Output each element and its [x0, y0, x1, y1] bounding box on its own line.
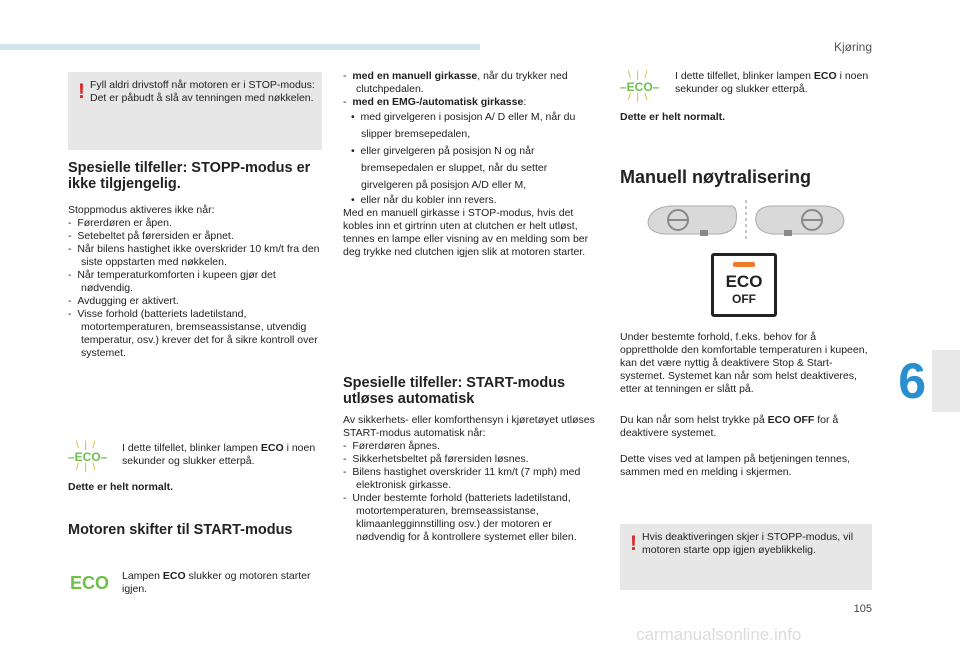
warning-icon: !	[78, 80, 85, 103]
eco-off-text: Lampen ECO slukker og motoren starter igjen.	[122, 570, 311, 595]
warning-text: Hvis deaktiveringen skjer i STOPP-modus, vil motoren starte opp igjen øyeblikkelig.	[642, 531, 854, 556]
stop-heading: Spesielle tilfeller: STOPP-modus er ikke tilgjengelig.	[68, 160, 311, 192]
start-intro: Av sikkerhets- eller komforthensyn i kjøretøyet utløses START-modus automatisk når:	[343, 414, 595, 439]
sub-item: • med girvelgeren i posisjon A/ D eller M, når du slipper bremsepedalen,	[351, 111, 576, 140]
eco-off-label: ECO	[725, 272, 763, 291]
list-item: - Under bestemte forhold (batteriets ladetilstand, motortemperaturen, bremseassistanse, klimaanlegginnstilling osv.) der motoren er nødvendig for å kontrollere systemet eller bilen.	[343, 492, 577, 543]
eco-off-button-icon	[711, 253, 777, 317]
eco-icon: ECO	[70, 573, 110, 593]
sub-item: • eller girvelgeren på posisjon N og når bremsepedalen er sluppet, når du setter girvelgeren på posisjon A/D eller M,	[351, 145, 548, 191]
start-heading: Spesielle tilfeller: START-modus utløses automatisk	[343, 375, 566, 407]
list-item: - med en manuell girkasse, når du trykker ned clutchpedalen.	[343, 70, 568, 95]
manual-paragraph: Med en manuell girkasse i STOP-modus, hvis det kobles inn et girtrinn uten at clutchen er helt utløst, tennes en lampe eller visning av en melding som ber deg trykke ned clutchen igjen slik at motoren starter.	[343, 207, 589, 258]
chapter-number: 6	[898, 353, 926, 409]
manual-para-1: Under bestemte forhold, f.eks. behov for å opprettholde den komfortable temperaturen i kupeen, kan det være nyttig å deaktivere Stop & Start-systemet. Systemet kan når som helst deaktiveres, etter at tenningen er slått på.	[620, 331, 868, 395]
list-item: - Avdugging er aktivert.	[68, 295, 179, 307]
manual-heading: Manuell nøytralisering	[620, 167, 812, 187]
eco-blink-text: I dette tilfellet, blinker lampen ECO i noen sekunder og slukker etterpå.	[122, 442, 316, 467]
list-item: - Sikkerhetsbeltet på førersiden løsnes.	[343, 453, 529, 465]
start-section	[343, 375, 599, 544]
restart-conditions	[343, 70, 599, 259]
eco-blink-icon: \ | / –ECO– / | \	[620, 70, 660, 103]
watermark: carmanualsonline.info	[636, 625, 802, 644]
sub-item: • eller når du kobler inn revers.	[351, 194, 497, 206]
eco-blink-icon: \ | / –ECO– / | \	[68, 440, 108, 473]
section-title: Kjøring	[833, 40, 872, 54]
list-item: - Førerdøren åpnes.	[343, 440, 440, 452]
eco-off-label: OFF	[732, 292, 756, 306]
list-item: - Når bilens hastighet ikke overskrider 10 km/t fra den siste oppstarten med nøkkelen.	[68, 243, 320, 268]
manual-para-3: Dette vises ved at lampen på betjeningen tennes, sammen med en melding i skjermen.	[620, 453, 850, 478]
eco-blink-text: I dette tilfellet, blinker lampen ECO i noen sekunder og slukker etterpå.	[675, 70, 869, 95]
page-number: 105	[853, 603, 872, 615]
normal-note: Dette er helt normalt.	[68, 481, 174, 493]
list-item: - Når temperaturkomforten i kupeen gjør det nødvendig.	[68, 269, 276, 294]
warning-text: Fyll aldri drivstoff når motoren er i STOP-modus: Det er påbudt å slå av tenningen med nøkkelen.	[90, 79, 315, 104]
list-item: - Visse forhold (batteriets ladetilstand, motortemperaturen, bremseassistanse, utvendig temperatur, osv.) krever det for å sikre kontroll over systemet.	[68, 308, 318, 359]
manual-para-2: Du kan når som helst trykke på ECO OFF for å deaktivere systemet.	[620, 414, 839, 439]
restart-heading: Motoren skifter til START-modus	[68, 522, 293, 538]
stop-section	[68, 160, 322, 360]
list-item: - Førerdøren er åpen.	[68, 217, 172, 229]
header-bar	[0, 44, 480, 50]
list-item: - med en EMG-/automatisk girkasse:	[343, 96, 527, 108]
dashboard-illustration	[640, 200, 852, 242]
warning-icon: !	[630, 532, 637, 555]
chapter-tab	[932, 350, 960, 412]
normal-note: Dette er helt normalt.	[620, 111, 726, 123]
list-item: - Bilens hastighet overskrider 11 km/t (7 mph) med elektronisk girkasse.	[343, 466, 581, 491]
list-item: - Setebeltet på førersiden er åpnet.	[68, 230, 234, 242]
stop-intro: Stoppmodus aktiveres ikke når:	[68, 204, 215, 216]
warning-box	[68, 72, 322, 150]
manual-text	[620, 331, 872, 479]
warning-box	[620, 524, 872, 590]
